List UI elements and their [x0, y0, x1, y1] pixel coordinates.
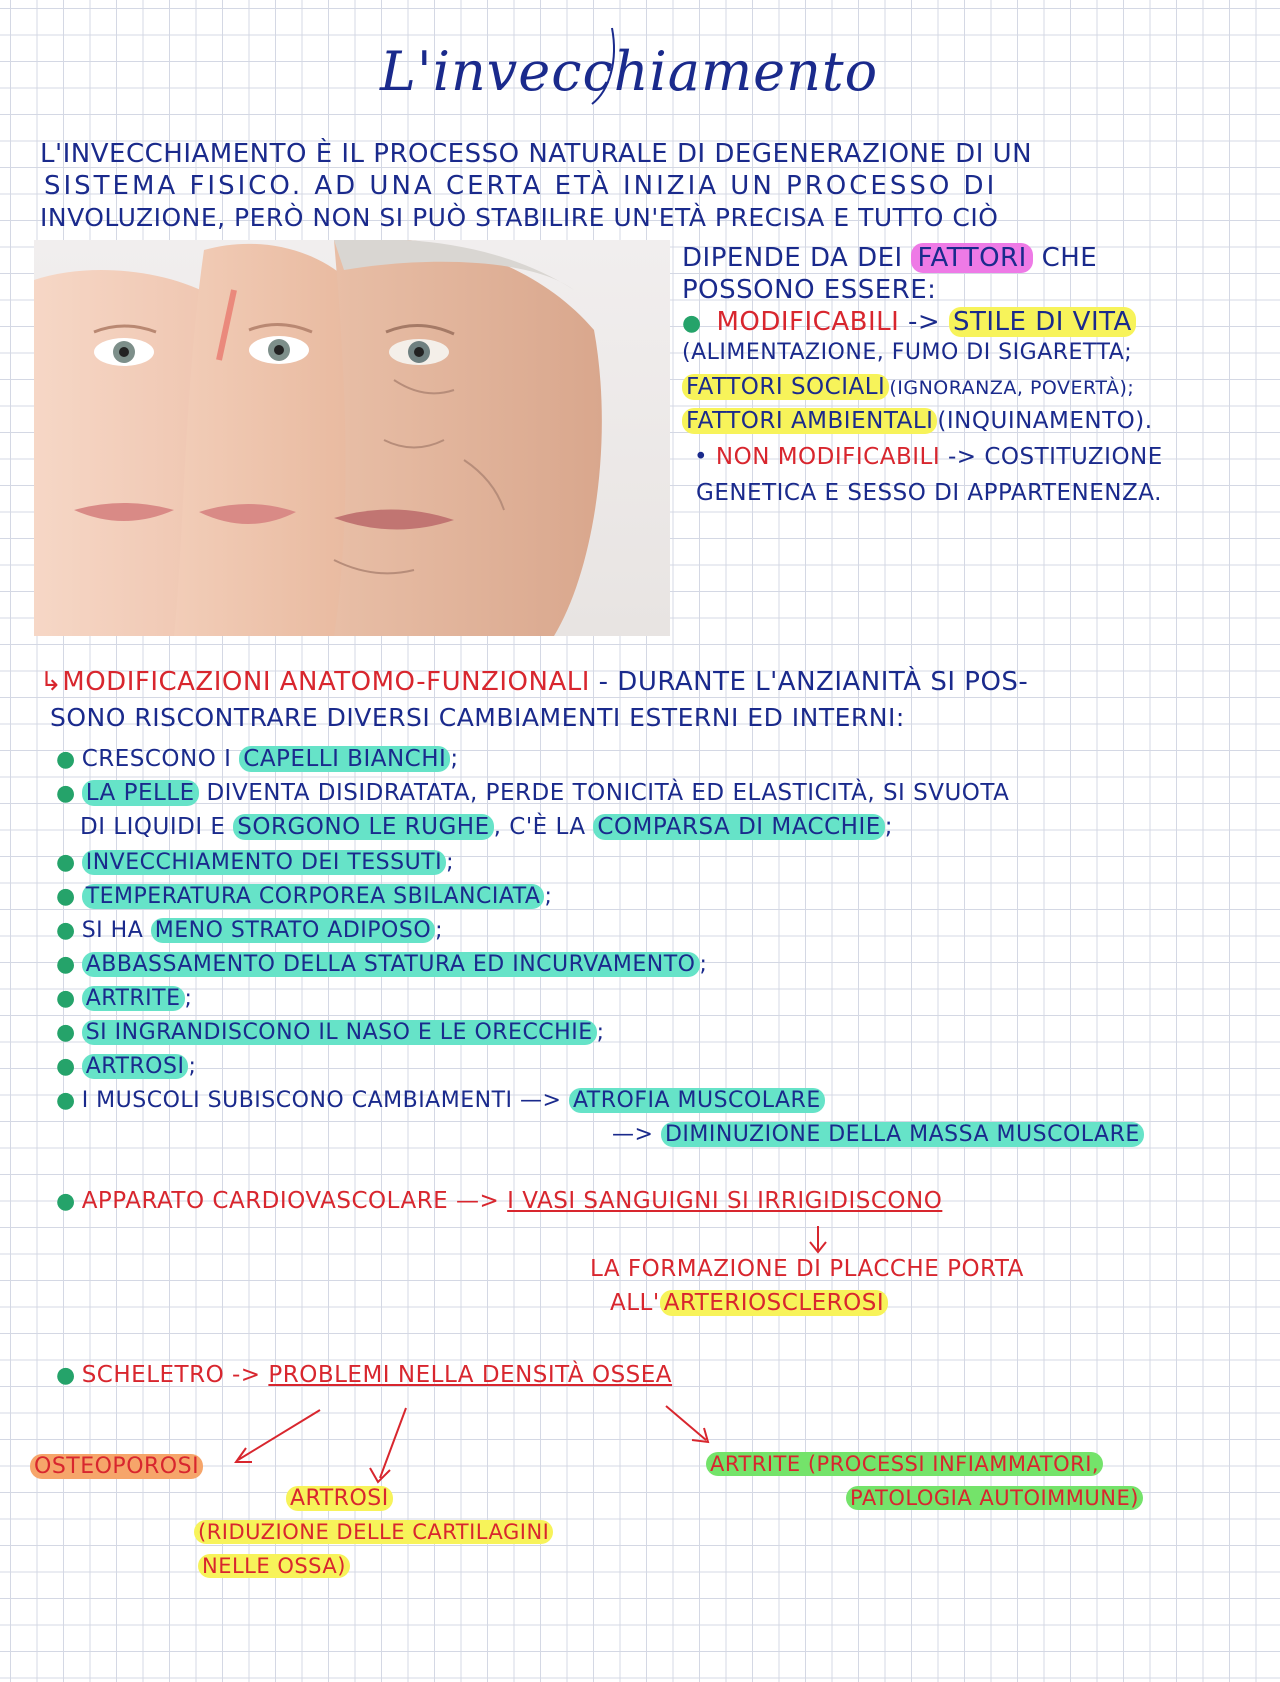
artrosi-detail — [194, 1520, 553, 1544]
modificabili-line-2: (ALIMENTAZIONE, FUMO DI SIGARETTA; — [682, 340, 1133, 365]
scheletro-label: SCHELETRO — [81, 1362, 225, 1388]
capelli-bianchi-highlight: CAPELLI BIANCHI — [239, 746, 450, 772]
artrosi-detail-2 — [198, 1554, 350, 1578]
intro-line-1: L'INVECCHIAMENTO È IL PROCESSO NATURALE DI DEGENERAZIONE DI UN — [40, 139, 1033, 169]
item-end: ; — [884, 814, 894, 840]
artrosi-detail-highlight: NELLE OSSA) — [198, 1554, 350, 1578]
bullet-dot: ● — [56, 1088, 76, 1113]
fattori-highlight: FATTORI — [911, 243, 1032, 273]
item-text: ALL' — [610, 1290, 660, 1316]
cardio-label: APPARATO CARDIOVASCOLARE — [81, 1188, 449, 1214]
intro-line-3: INVOLUZIONE, PERÒ NON SI PUÒ STABILIRE UN'ETÀ PRECISA E TUTTO CIÒ — [40, 203, 999, 232]
la-pelle-highlight: LA PELLE — [82, 780, 199, 806]
bullet-dot: ● — [56, 884, 76, 909]
stile-di-vita-highlight: STILE DI VITA — [949, 307, 1136, 337]
osteoporosi-label — [30, 1454, 203, 1479]
bullet-dot: ● — [56, 1363, 76, 1388]
item-text: DIVENTA DISIDRATATA, PERDE TONICITÀ ED ELASTICITÀ, SI SVUOTA — [206, 780, 1010, 806]
modificazioni-intro-2: SONO RISCONTRARE DIVERSI CAMBIAMENTI ESTERNI ED INTERNI: — [50, 703, 905, 732]
artrite-label-2 — [846, 1486, 1143, 1510]
bullet-dot: • — [694, 444, 709, 470]
arrow-icon: -> — [908, 307, 941, 337]
fattori-ambientali-detail: (INQUINAMENTO). — [937, 408, 1153, 434]
artrite-highlight: ARTRITE (PROCESSI INFIAMMATORI, — [706, 1452, 1103, 1476]
item-text: , C'È LA — [493, 814, 586, 840]
artrosi-highlight: ARTROSI — [82, 1054, 189, 1079]
item-text: I MUSCOLI SUBISCONO CAMBIAMENTI — [81, 1088, 513, 1113]
artrosi-detail-highlight: (RIDUZIONE DELLE CARTILAGINI — [194, 1520, 553, 1544]
cardio-result: I VASI SANGUIGNI SI IRRIGIDISCONO — [507, 1188, 943, 1214]
modificazioni-title: ↳MODIFICAZIONI ANATOMO-FUNZIONALI — [40, 667, 590, 697]
page-title: L'invecchiamento — [380, 40, 879, 103]
item-end: ; — [188, 1054, 197, 1079]
fattori-sociali-highlight: FATTORI SOCIALI — [682, 374, 889, 400]
arrow-icon — [370, 1408, 406, 1482]
arrow-icon: -> — [231, 1362, 261, 1388]
arteriosclerosi-highlight: ARTERIOSCLEROSI — [660, 1290, 888, 1316]
bullet-dot: ● — [56, 918, 76, 943]
arrow-icon: —> — [612, 1122, 654, 1147]
arrow-icon — [666, 1406, 708, 1442]
bullet-dot: ● — [56, 1020, 76, 1045]
item-text: DI LIQUIDI E — [80, 814, 226, 840]
osteoporosi-highlight: OSTEOPOROSI — [30, 1454, 203, 1479]
item-text: SI HA — [81, 918, 144, 943]
temperatura-highlight: TEMPERATURA CORPOREA SBILANCIATA — [82, 884, 545, 909]
item-end: ; — [184, 986, 193, 1011]
non-modificabili-label: NON MODIFICABILI — [715, 444, 941, 470]
bullet-dot: ● — [56, 1054, 76, 1079]
artrite-label — [706, 1452, 1103, 1476]
bullet-dot: ● — [682, 311, 702, 336]
macchie-highlight: COMPARSA DI MACCHIE — [593, 814, 884, 840]
naso-orecchie-highlight: SI INGRANDISCONO IL NASO E LE ORECCHIE — [82, 1020, 597, 1045]
intro-line-5: POSSONO ESSERE: — [682, 275, 937, 305]
artrite-highlight: PATOLOGIA AUTOIMMUNE) — [846, 1486, 1143, 1510]
arrow-icon: —> — [520, 1088, 562, 1113]
bullet-dot: ● — [56, 1189, 76, 1214]
bullet-dot: ● — [56, 850, 76, 875]
tessuti-highlight: INVECCHIAMENTO DEI TESSUTI — [82, 850, 446, 875]
cardio-line-2: LA FORMAZIONE DI PLACCHE PORTA — [590, 1256, 1024, 1282]
intro-line-2: SISTEMA FISICO. AD UNA CERTA ETÀ INIZIA UN PROCESSO DI — [44, 171, 998, 201]
intro-line-4-end: CHE — [1041, 243, 1098, 273]
item-end: ; — [699, 952, 708, 977]
scheletro-result: PROBLEMI NELLA DENSITÀ OSSEA — [268, 1362, 673, 1388]
bullet-dot: ● — [56, 986, 76, 1011]
artrosi-label — [286, 1486, 393, 1511]
item-end: ; — [450, 746, 459, 772]
arrow-icon: —> — [456, 1188, 500, 1214]
item-end: ; — [435, 918, 444, 943]
bullet-dot: ● — [56, 747, 76, 772]
non-modificabili-line-2: GENETICA E SESSO DI APPARTENENZA. — [696, 480, 1162, 506]
arrow-icon: -> — [947, 444, 977, 470]
atrofia-highlight: ATROFIA MUSCOLARE — [569, 1088, 825, 1113]
bullet-dot: ● — [56, 781, 76, 806]
modificazioni-intro: - DURANTE L'ANZIANITÀ SI POS- — [598, 667, 1029, 697]
non-modificabili-detail: COSTITUZIONE — [984, 444, 1163, 470]
artrite-highlight: ARTRITE — [82, 986, 185, 1011]
bullet-dot: ● — [56, 952, 76, 977]
intro-line-4-start: DIPENDE DA DEI — [682, 243, 903, 273]
adiposo-highlight: MENO STRATO ADIPOSO — [151, 918, 435, 943]
item-text: CRESCONO I — [81, 746, 232, 772]
arrow-icon — [236, 1410, 320, 1462]
item-end: ; — [446, 850, 455, 875]
rughe-highlight: SORGONO LE RUGHE — [233, 814, 493, 840]
modificabili-label: MODIFICABILI — [716, 307, 900, 337]
statura-highlight: ABBASSAMENTO DELLA STATURA ED INCURVAMENTO — [82, 952, 700, 977]
item-end: ; — [544, 884, 553, 909]
artrosi-highlight: ARTROSI — [286, 1486, 393, 1511]
massa-muscolare-highlight: DIMINUZIONE DELLA MASSA MUSCOLARE — [661, 1122, 1144, 1147]
item-end: ; — [596, 1020, 605, 1045]
fattori-sociali-detail: (IGNORANZA, POVERTÀ); — [889, 377, 1135, 399]
fattori-ambientali-highlight: FATTORI AMBIENTALI — [682, 408, 937, 434]
